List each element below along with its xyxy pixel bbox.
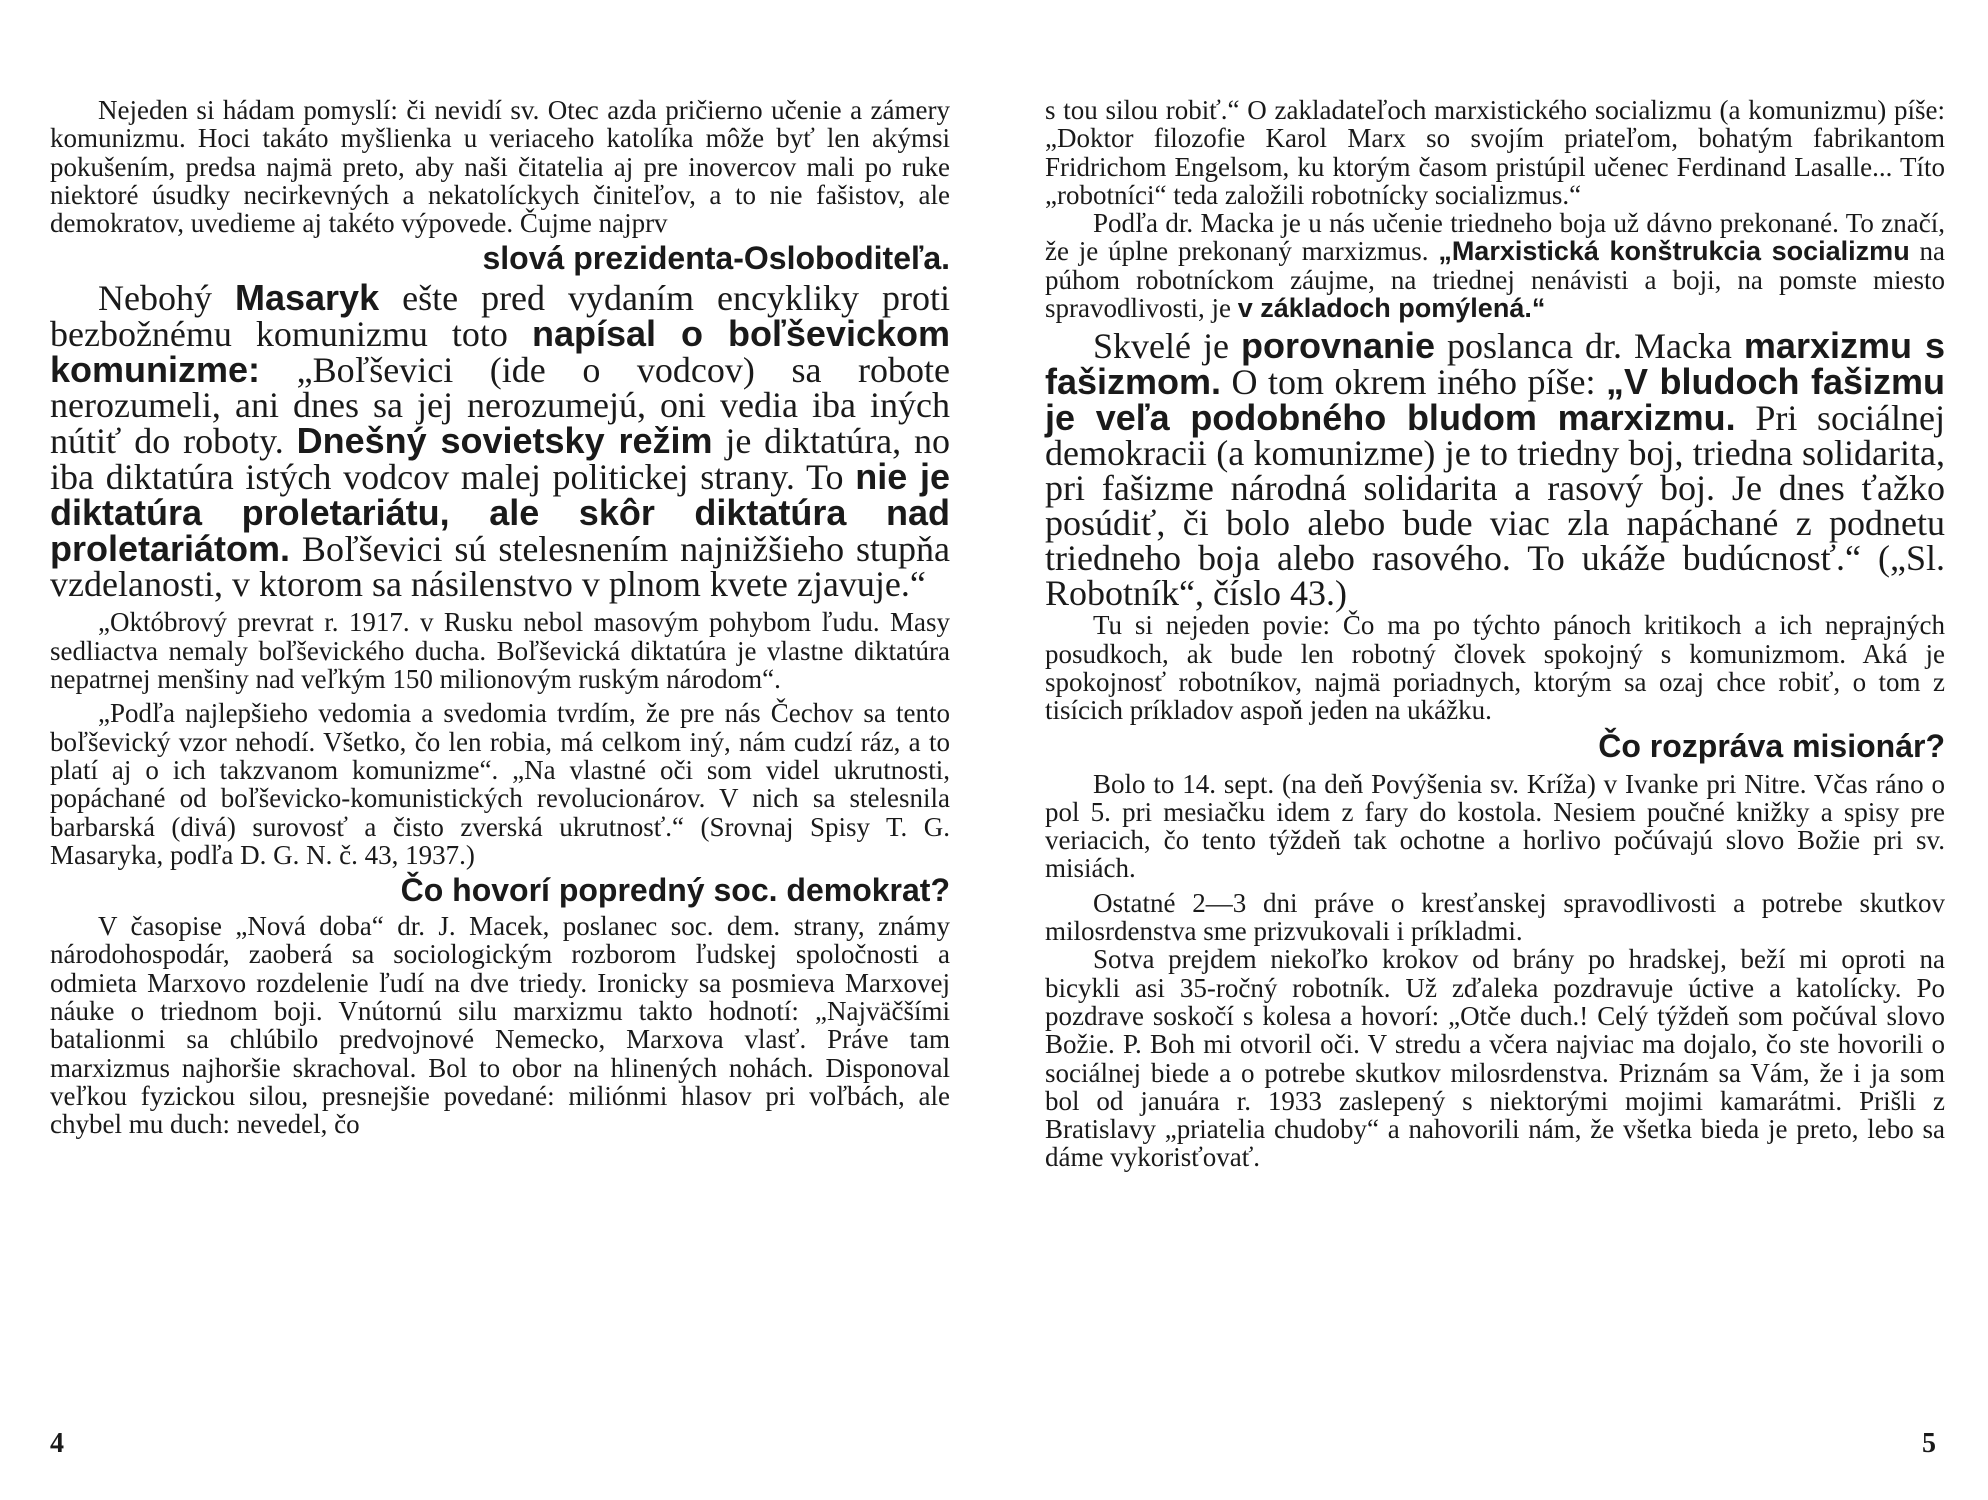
right-page xyxy=(1045,96,1945,1172)
text-run: Skvelé je xyxy=(1093,326,1241,367)
bold-run: Masaryk xyxy=(234,277,380,319)
page-number-right: 5 xyxy=(1922,1428,1936,1459)
text-run: na púhom robotníckom záujme, na triednej nenávisti a boji, na pomste miesto spravodlivosti, je xyxy=(1045,236,1946,324)
left-paragraph-masaryk xyxy=(50,277,950,605)
left-paragraph-nova-doba: V časopise „Nová doba“ dr. J. Macek, poslanec soc. dem. strany, známy národohospodár, zaoberá sa sociologickým rozborom ľudskej spoločnosti a odmieta Marxovo rozdelenie ľudí na dve triedy. Ironicky sa posmieva Marxovej náuke o triednom boji. Vnútornú silu marxizmu takto hodnotí: „Najväčšími batalionmi sa chlúbilo predvojnové Nemecko, Marxova vlasť. Práve tam marxizmus najhoršie skrachoval. Bol to obor na hlinených nohách. Disponoval veľkou fyzickou silou, presnejšie povedané: miliónmi hlasov pri voľbách, ale chybel mu duch: nevedel, čo xyxy=(50,911,950,1140)
bold-run: „V bludoch fašizmu je veľa podobného bludom marxizmu. xyxy=(1045,361,1945,439)
text-run: je diktatúra, no iba diktatúra istých vodcov malej politickej strany. To xyxy=(50,421,950,498)
left-heading-president: slová prezidenta-Osloboditeľa. xyxy=(482,240,950,277)
right-paragraph-critics: Tu si nejeden povie: Čo ma po týchto pánoch kritikoch a ich neprajných posudkoch, ak bude len robotný človek spokojný s komunizmom. Aká je spokojnosť robotníkov, najmä poriadnych, ktorým sa ozaj chce robiť, o tom z tisícich príkladov aspoň jeden na ukážku. xyxy=(1045,610,1945,726)
text-run: O tom okrem iného píše: xyxy=(1221,362,1606,403)
text-run: poslanca dr. Macka xyxy=(1435,326,1744,367)
bold-run: marxizmu s fašizmom. xyxy=(1045,325,1945,403)
left-paragraph-intro: Nejeden si hádam pomyslí: či nevidí sv. Otec azda pričierno učenie a zámery komunizmu. Hoci takáto myšlienka u veriaceho katolíka môže byť len akýmsi pokušením, predsa najmä preto, aby naši čitatelia aj pre inovercov mali po ruke niektoré úsudky necirkevných a nekatolíckych činiteľov, a to nie fašistov, ale demokratov, uvedieme aj takéto výpovede. Čujme najprv xyxy=(50,95,950,239)
text-run: Nebohý xyxy=(98,278,235,319)
right-paragraph-ivanka: Bolo to 14. sept. (na deň Povýšenia sv. Kríža) v Ivanke pri Nitre. Včas ráno o pol 5. pri mesiačku idem z fary do kostola. Nesiem poučné knižky a spisy pre veriacich, čo tento týždeň tak ochotne a horlivo počúvajú slovo Božie pri sv. misiách. xyxy=(1045,768,1945,884)
right-paragraph-comparison xyxy=(1045,325,1945,614)
text-run: ešte pred vydaním encykliky proti bezbožnému komunizmu toto xyxy=(50,278,950,355)
text-run: Boľševici sú stelesnením najnižšieho stupňa vzdelanosti, v ktorom sa násilenstvo v plnom kvete zjavuje.“ xyxy=(50,529,950,605)
left-heading-socdem: Čo hovorí popredný soc. demokrat? xyxy=(400,872,950,909)
text-run: Podľa dr. Macka je u nás učenie triedneho boja už dávno prekonané. To značí, že je úplne prekonaný marxizmus. xyxy=(1045,208,1945,267)
right-paragraph-last-days: Ostatné 2—3 dni práve o kresťanskej spravodlivosti a potrebe skutkov milosrdenstva sme prizvukovali i príkladmi. xyxy=(1045,887,1945,947)
right-paragraph-worker: Sotva prejdem niekoľko krokov od brány po hradskej, beží mi oproti na bicykli asi 35-ročný robotník. Už zďaleka pozdravuje úctive a katolícky. Po pozdrave soskočí s kolesa a hovorí: „Otče duch.! Celý týždeň som počúval slovo Božie. P. Boh mi otvoril oči. V stredu a včera najviac ma dojalo, čo ste hovorili o sociálnej biede a o potrebe skutkov milosrdenstva. Priznám sa Vám, že i ja som bol od januára r. 1933 zaslepený s niektorými mojimi kamarátmi. Prišli z Bratislavy „priatelia chudoby“ a nahovorili nám, že všetka bieda je preto, lebo sa dáme vykorisťovať. xyxy=(1045,944,1945,1173)
left-paragraph-october: „Októbrový prevrat r. 1917. v Rusku nebol masovým pohybom ľudu. Masy sedliactva nemaly boľševického ducha. Boľševická diktatúra je vlastne diktatúra nepatrnej menšiny nad veľkým 150 milionovým ruským národom“. xyxy=(50,607,950,695)
left-paragraph-conscience: „Podľa najlepšieho vedomia a svedomia tvrdím, že pre nás Čechov sa tento boľševický vzor nehodí. Všetko, čo len robia, má celkom iný, nám cudzí ráz, a to platí aj o ich takzvanom komunizme“. „Na vlastné oči som videl ukrutnosti, popáchané od boľševicko-komunistických revolucionárov. V nich sa stelesnila barbarská (divá) surovosť a čisto zverská ukrutnosť.“ (Srovnaj Spisy T. G. Masaryka, podľa D. G. N. č. 43, 1937.) xyxy=(50,698,950,870)
bold-run: v základoch pomýlená.“ xyxy=(1237,293,1546,324)
right-paragraph-macek xyxy=(1045,209,1945,322)
text-run: Pri sociálnej demokracii (a komunizme) je to triedny boj, triedna solidarita, pri fašizme národná solidarita a rasový boj. Je dnes ťažko posúdiť, či bolo alebo bude viac zla napáchané z podnetu triedneho boja alebo rasového. To ukáže budúcnosť.“ („Sl. Robotník“, číslo 43.) xyxy=(1045,398,1945,614)
right-paragraph-continuation: s tou silou robiť.“ O zakladateľoch marxistického socializmu (a komunizmu) píše: „Doktor filozofie Karol Marx so svojím priateľom, bohatým fabrikantom Fridrichom Engelsom, ku ktorým časom pristúpil učenec Ferdinand Lasalle... Títo „robotníci“ teda založili robotnícky socializmus.“ xyxy=(1045,95,1945,210)
right-heading-missionary: Čo rozpráva misionár? xyxy=(1598,727,1945,764)
page-number-left: 4 xyxy=(50,1428,64,1459)
bold-run: „Marxistická konštrukcia socializmu xyxy=(1438,236,1910,267)
bold-run: napísal o boľševickom komunizme: xyxy=(50,313,950,391)
text-run: „Boľševici (ide o vodcov) sa robote nerozumeli, ani dnes sa jej nerozumejú, oni vedia iba iných nútiť do roboty. xyxy=(50,350,950,462)
bold-run: porovnanie xyxy=(1240,325,1435,367)
left-page xyxy=(50,96,950,1139)
bold-run: Dnešný sovietsky režim xyxy=(296,420,713,462)
bold-run: nie je diktatúra proletariátu, ale skôr diktatúra nad proletariátom. xyxy=(50,456,950,570)
